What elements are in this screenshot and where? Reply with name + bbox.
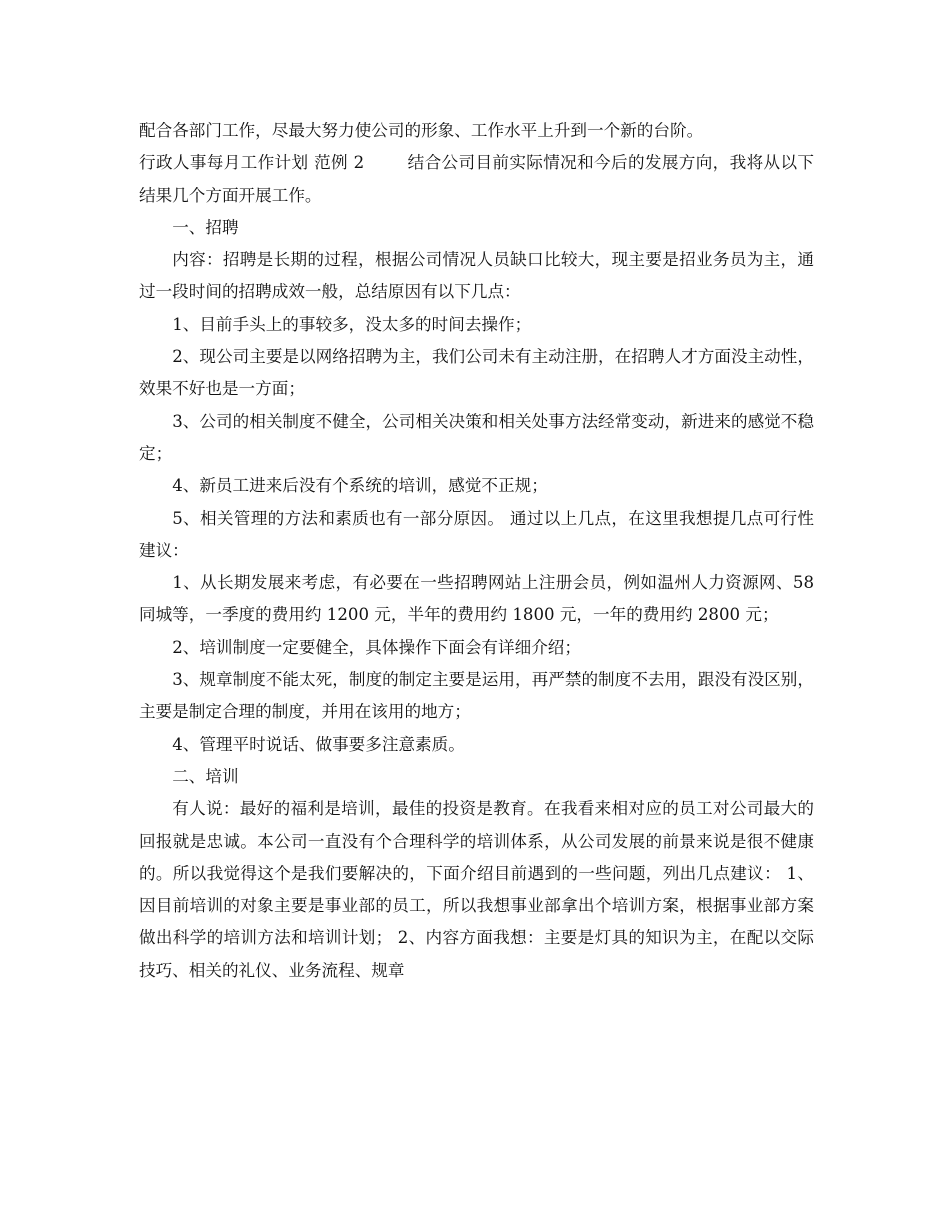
paragraph-text: 结合公司目前实际情况和今后的发展方向，我将从以下结果几个方面开展工作。 xyxy=(139,153,814,205)
list-item: 1、从长期发展来考虑，有必要在一些招聘网站上注册会员，例如温州人力资源网、58 同城等，一季度的费用约 1200 元，半年的费用约 1800 元，一年的费用约 2800 元； xyxy=(139,573,814,625)
list-item: 1、目前手头上的事较多，没太多的时间去操作； xyxy=(172,314,532,334)
section-title: 行政人事每月工作计划 范例 2 xyxy=(139,153,365,173)
section-heading: 二、培训 xyxy=(172,766,239,786)
list-item: 5、相关管理的方法和素质也有一部分原因。 通过以上几点，在这里我想提几点可行性建议： xyxy=(139,508,814,560)
list-item: 3、规章制度不能太死，制度的制定主要是运用，再严禁的制度不去用，跟没有没区别，主要是制定合理的制度，并用在该用的地方； xyxy=(139,670,814,722)
list-item: 4、管理平时说话、做事要多注意素质。 xyxy=(172,734,465,754)
list-item: 2、现公司主要是以网络招聘为主，我们公司未有主动注册，在招聘人才方面没主动性，效果不好也是一方面； xyxy=(139,347,814,399)
list-item: 3、公司的相关制度不健全，公司相关决策和相关处事方法经常变动，新进来的感觉不稳定； xyxy=(139,411,814,463)
list-item: 4、新员工进来后没有个系统的培训，感觉不正规； xyxy=(172,476,548,496)
paragraph: 有人说：最好的福利是培训，最佳的投资是教育。在我看来相对应的员工对公司最大的回报就是忠诚。本公司一直没有个合理科学的培训体系，从公司发展的前景来说是很不健康的。所以我觉得这个是我们要解决的，下面介绍目前遇到的一些问题，列出几点建议： 1、因目前培训的对象主要是事业部的员工，所以我想事业部拿出个培训方案，根据事业部方案做出科学的培训方法和培训计划； 2、内容方面我想：主要是灯具的知识为主，在配以交际技巧、相关的礼仪、业务流程、规章 xyxy=(139,799,814,980)
section-heading: 一、招聘 xyxy=(172,217,239,237)
paragraph: 配合各部门工作，尽最大努力使公司的形象、工作水平上升到一个新的台阶。 xyxy=(139,121,704,140)
document-body xyxy=(139,115,814,987)
paragraph-with-title xyxy=(139,147,814,212)
list-item: 2、培训制度一定要健全，具体操作下面会有详细介绍； xyxy=(172,637,581,657)
paragraph: 内容：招聘是长期的过程，根据公司情况人员缺口比较大，现主要是招业务员为主，通过一段时间的招聘成效一般，总结原因有以下几点： xyxy=(139,250,814,302)
